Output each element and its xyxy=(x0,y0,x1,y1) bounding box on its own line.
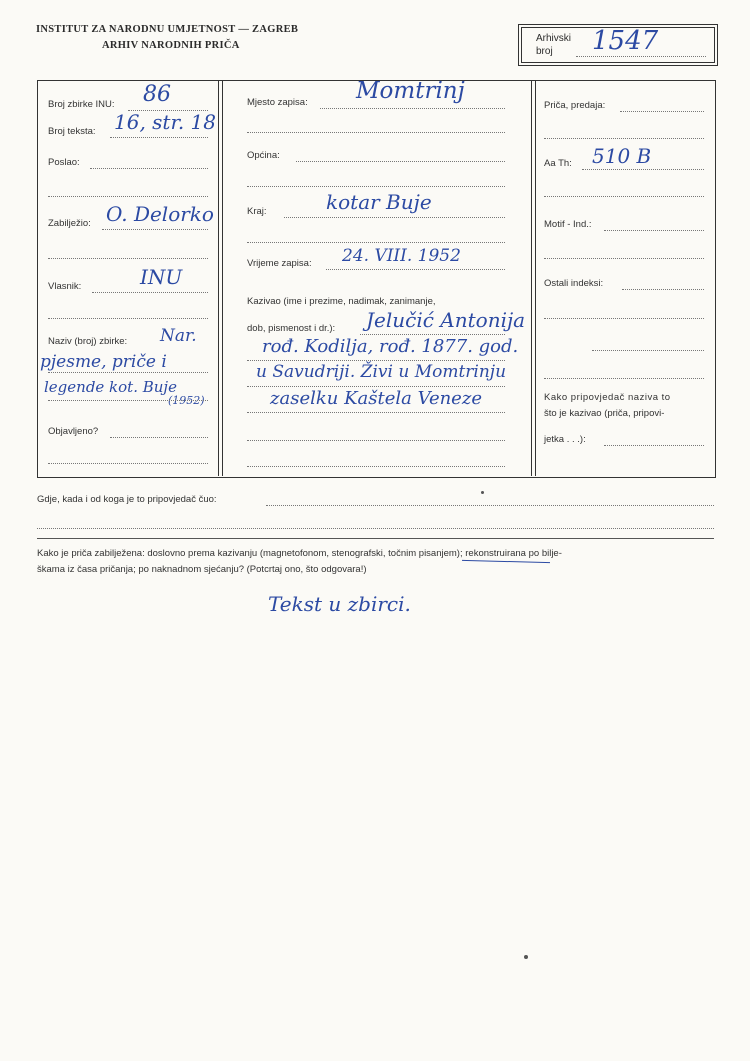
archive-name: ARHIV NARODNIH PRIČA xyxy=(102,40,240,51)
dotted-line xyxy=(110,137,208,138)
objavljeno-label: Objavljeno? xyxy=(48,426,99,437)
archive-number-value: 1547 xyxy=(592,26,659,56)
gdje-kada-label: Gdje, kada i od koga je to pripovjedač čuo: xyxy=(37,494,217,505)
mjesto-zapisa-label: Mjesto zapisa: xyxy=(247,97,308,108)
kazivao-value-1: Jelučić Antonija xyxy=(366,308,526,332)
prica-predaja-label: Priča, predaja: xyxy=(544,100,606,111)
naziv-zbirke-value-4: (1952) xyxy=(168,394,205,407)
dotted-line xyxy=(48,318,208,319)
dotted-line xyxy=(326,269,505,270)
naziv-zbirke-label: Naziv (broj) zbirke: xyxy=(48,336,128,347)
motif-ind-label: Motif - Ind.: xyxy=(544,219,592,230)
dotted-line xyxy=(622,289,704,290)
broj-zbirke-value: 86 xyxy=(143,82,171,107)
aath-label: Aa Th: xyxy=(544,158,572,169)
dotted-line xyxy=(582,169,704,170)
zabiljezio-value: O. Delorko xyxy=(106,202,214,226)
archive-number-label-2: broj xyxy=(536,46,553,57)
kako-naziva-label-3: jetka . . .): xyxy=(544,434,586,445)
dotted-line xyxy=(90,168,208,169)
dotted-line xyxy=(247,242,505,243)
broj-zbirke-label: Broj zbirke INU: xyxy=(48,99,115,110)
kazivao-value-3: u Savudriji. Živi u Momtrinju xyxy=(256,362,507,382)
vlasnik-value: INU xyxy=(140,265,183,289)
dotted-line xyxy=(48,196,208,197)
archive-number-box xyxy=(521,27,715,63)
dotted-line xyxy=(247,386,505,387)
column-divider xyxy=(218,80,219,476)
mjesto-zapisa-value: Momtrinj xyxy=(356,78,465,104)
institute-header xyxy=(36,24,298,51)
kraj-label: Kraj: xyxy=(247,206,267,217)
dotted-line xyxy=(544,138,704,139)
dotted-line xyxy=(604,230,704,231)
tekst-note: Tekst u zbirci. xyxy=(268,592,411,616)
dotted-line xyxy=(48,463,208,464)
kazivao-value-2: rođ. Kodilja, rođ. 1877. god. xyxy=(262,336,519,357)
dotted-line xyxy=(247,412,505,413)
dotted-line xyxy=(544,378,704,379)
zabiljezio-label: Zabilježio: xyxy=(48,218,91,229)
dotted-line xyxy=(247,440,505,441)
kraj-value: kotar Buje xyxy=(326,190,432,214)
dotted-line xyxy=(284,217,505,218)
dotted-line xyxy=(92,292,208,293)
dotted-line xyxy=(48,372,208,373)
kako-naziva-label-2: što je kazivao (priča, pripovi- xyxy=(544,408,665,419)
dotted-line xyxy=(544,196,704,197)
aath-value: 510 B xyxy=(592,144,652,168)
poslao-label: Poslao: xyxy=(48,157,80,168)
dotted-line xyxy=(102,229,208,230)
institute-name: INSTITUT ZA NARODNU UMJETNOST — ZAGREB xyxy=(36,24,299,35)
broj-teksta-value: 16, str. 18 xyxy=(114,110,216,134)
dotted-line xyxy=(604,445,704,446)
dotted-line xyxy=(266,505,714,506)
underline-mark xyxy=(462,560,550,563)
ink-speck xyxy=(524,955,528,959)
kazivao-label-1: Kazivao (ime i prezime, nadimak, zanimanje, xyxy=(247,296,436,307)
dotted-line xyxy=(544,318,704,319)
dotted-line xyxy=(320,108,505,109)
dotted-line xyxy=(48,400,208,401)
opcina-label: Općina: xyxy=(247,150,280,161)
ink-speck xyxy=(481,491,484,494)
vrijeme-zapisa-value: 24. VIII. 1952 xyxy=(342,246,461,266)
archive-number-dots xyxy=(576,56,706,57)
kako-zabiljezena-line-2: škama iz časa pričanja; po naknadnom sjećanju? (Potcrtaj ono, što odgovara!) xyxy=(37,564,367,575)
column-divider xyxy=(531,80,532,476)
kako-naziva-label-1: Kako pripovjedač naziva to xyxy=(544,392,671,403)
dotted-line xyxy=(37,528,714,529)
naziv-zbirke-value-2: pjesme, priče i xyxy=(40,352,167,372)
dotted-line xyxy=(247,132,505,133)
kazivao-value-4: zaselku Kaštela Veneze xyxy=(270,388,482,409)
dotted-line xyxy=(247,186,505,187)
dotted-line xyxy=(247,360,505,361)
dotted-line xyxy=(360,334,505,335)
vrijeme-zapisa-label: Vrijeme zapisa: xyxy=(247,258,312,269)
dotted-line xyxy=(544,258,704,259)
dotted-line xyxy=(247,466,505,467)
archive-number-label xyxy=(536,32,571,58)
column-divider xyxy=(222,80,223,476)
kazivao-label-2: dob, pismenost i dr.): xyxy=(247,323,336,334)
dotted-line xyxy=(48,258,208,259)
kako-zabiljezena-line-1: Kako je priča zabilježena: doslovno prema kazivanju (magnetofonom, stenografski, točnim pisanjem); rekonstruirana po bilje- xyxy=(37,548,562,559)
column-divider xyxy=(535,80,536,476)
dotted-line xyxy=(592,350,704,351)
section-divider xyxy=(37,538,714,539)
archive-number-label-1: Arhivski xyxy=(536,33,572,44)
naziv-zbirke-value-3: legende kot. Buje xyxy=(44,378,177,396)
vlasnik-label: Vlasnik: xyxy=(48,281,82,292)
dotted-line xyxy=(110,437,208,438)
naziv-zbirke-value-1: Nar. xyxy=(160,326,197,346)
dotted-line xyxy=(296,161,505,162)
dotted-line xyxy=(620,111,704,112)
broj-teksta-label: Broj teksta: xyxy=(48,126,96,137)
ostali-indeksi-label: Ostali indeksi: xyxy=(544,278,604,289)
